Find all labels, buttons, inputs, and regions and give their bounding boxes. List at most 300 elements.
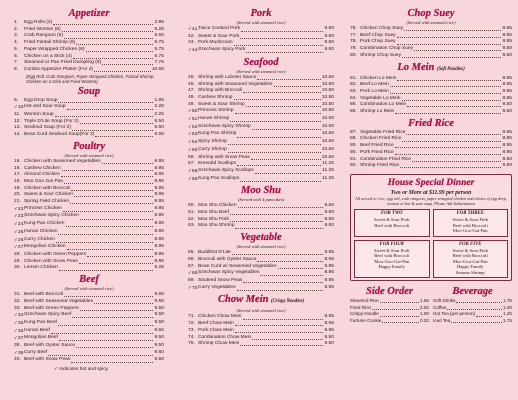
item-number (14, 265, 24, 272)
item-number (188, 139, 198, 147)
menu-item (14, 299, 164, 306)
item-price: 1.95 (154, 97, 164, 103)
item-price: 10.50 (321, 123, 334, 129)
item-name: Fortune Cookie (350, 318, 382, 324)
item-number-text: 56. (188, 154, 195, 160)
spicy-check-icon: ✓ (14, 104, 18, 110)
spicy-check-icon: ✓ (14, 349, 18, 355)
combo-item: Sesame Shrimp (455, 269, 485, 275)
house-special-title: House Special Dinner (387, 177, 475, 188)
item-name: Beef with Green Peppers (24, 305, 79, 311)
menu-item (14, 20, 164, 27)
item-price: 9.50 (324, 203, 334, 209)
item-name: Szechwan Spicy Vegetables (198, 270, 260, 276)
menu-item (350, 53, 512, 60)
item-name: Wonton Soup (24, 112, 54, 118)
item-name: Combo Appetizer Platter (For 2) (24, 66, 94, 72)
item-number (14, 299, 24, 306)
menu-item (188, 47, 334, 55)
dot-leader (390, 82, 502, 87)
legend-text: Indicates hot and spicy (59, 367, 109, 373)
item-number (350, 89, 360, 96)
item-number-text: 63. (188, 223, 195, 229)
lomein-list (350, 76, 512, 116)
dot-leader (237, 285, 324, 291)
item-name: Shrimp with Broccoli (198, 88, 243, 94)
item-number-text: 15. (14, 158, 21, 164)
item-name: Combination Lo Mein (360, 102, 407, 108)
spicy-check-icon: ✓ (188, 175, 192, 181)
item-number-text: 9. (14, 97, 19, 103)
item-price: 8.95 (154, 172, 164, 178)
mooshu-subtitle: (Served with 4 pancakes) (237, 197, 285, 203)
item-number (188, 285, 198, 293)
item-price: 9.50 (324, 26, 334, 31)
dot-leader (71, 357, 153, 362)
soup-list (14, 98, 164, 139)
menu-item (188, 95, 334, 102)
item-price: 9.50 (502, 163, 512, 169)
item-name: Pork Chow Mein (198, 327, 234, 333)
item-name: Paper Wrapped Chicken (6) (24, 46, 85, 52)
menu-item (188, 257, 334, 264)
item-price: 9.50 (154, 335, 164, 341)
dot-leader (235, 328, 324, 333)
item-number-text: 70. (191, 285, 199, 291)
item-number (188, 75, 198, 82)
menu-item (188, 341, 334, 348)
menu-item (188, 131, 334, 139)
dot-leader (80, 213, 154, 219)
item-number (14, 199, 24, 206)
menu-item (14, 60, 164, 67)
item-number-text: 87. (350, 129, 357, 135)
dot-leader (80, 119, 154, 124)
item-number (14, 221, 24, 229)
item-number-text: 37. (17, 336, 25, 342)
item-name: Curry Vegetables (198, 284, 236, 290)
item-number-text: 92. (350, 163, 357, 169)
dot-leader (94, 299, 153, 304)
spicy-check-icon: ✓ (14, 236, 18, 242)
section-title-beverage: Beverage (452, 286, 493, 298)
dot-leader (402, 96, 502, 101)
item-name: Chicken with Broccoli (24, 185, 71, 191)
dot-leader (395, 150, 502, 155)
item-name: Kung Pao Chicken (24, 221, 65, 227)
item-price: 10.50 (321, 88, 334, 94)
item-price: 8.95 (154, 199, 164, 205)
menu-item (350, 89, 512, 96)
side-beverage-wrap (350, 284, 512, 325)
item-number (188, 257, 198, 264)
item-price: 1.00 (503, 304, 512, 310)
item-name: Szechwan Spicy Scallops (198, 167, 254, 173)
item-price: 8.95 (154, 221, 164, 227)
item-price: 9.50 (324, 223, 334, 229)
item-name: Egg Drop Soup (24, 97, 58, 103)
item-number-text: 39. (17, 350, 25, 356)
item-number-text: 62. (188, 216, 195, 222)
menu-item (14, 47, 164, 54)
menu-item (14, 172, 164, 179)
vegetable-list (188, 250, 334, 292)
section-title-lomein (350, 62, 512, 75)
item-price: 9.50 (324, 33, 334, 39)
vegetable-subtitle: (Served with steamed rice) (236, 244, 286, 250)
dot-leader (240, 34, 323, 39)
menu-item (14, 357, 164, 364)
item-number (188, 328, 198, 335)
item-price: 9.50 (154, 298, 164, 304)
dot-leader (87, 252, 153, 257)
item-price: 10.50 (321, 139, 334, 145)
item-number (14, 47, 24, 54)
menu-item (188, 270, 334, 278)
dot-leader (395, 143, 502, 148)
spicy-check-icon: ✓ (188, 270, 192, 276)
item-number (188, 341, 198, 348)
item-name: Moo Shu Shrimp (198, 223, 235, 229)
item-number (14, 237, 24, 245)
item-number (188, 40, 198, 47)
item-price: 8.95 (324, 284, 334, 290)
item-number-text: 21. (14, 199, 21, 205)
item-name: Hot Tea (per person) (433, 311, 476, 317)
item-price: 9.50 (154, 292, 164, 298)
house-special-price: Two or More at $11.99 per person (390, 189, 472, 196)
item-number (188, 147, 198, 155)
dot-leader (447, 305, 502, 310)
item-number-text: 86. (350, 109, 357, 115)
dot-leader (235, 223, 323, 228)
section-title-mooshu: Moo Shu (241, 185, 281, 197)
dot-leader (414, 46, 501, 51)
item-name: Pork Chop Suey (360, 39, 396, 45)
item-price: 8.95 (154, 165, 164, 171)
item-price: 10.50 (321, 116, 334, 122)
dot-leader (232, 250, 324, 255)
item-number-text: 59. (191, 176, 199, 182)
beverage-list (433, 298, 512, 325)
item-price: 5.75 (154, 53, 164, 59)
item-price: 9.50 (502, 156, 512, 162)
menu-item (188, 223, 334, 230)
combo-item: Moo-Goo-Gai-Pan (374, 258, 410, 264)
dot-leader (53, 20, 153, 25)
item-price: 9.50 (154, 349, 164, 355)
menu-item (188, 321, 334, 328)
dot-leader (243, 314, 324, 319)
item-price: 9.50 (502, 102, 512, 108)
chopsuey-subtitle: (Served with steamed rice) (406, 20, 456, 25)
spicy-check-icon: ✓ (188, 167, 192, 173)
item-price: 9.50 (324, 334, 334, 340)
spicy-check-icon: ✓ (188, 116, 192, 122)
menu-item (350, 26, 512, 33)
item-price: 10.50 (321, 154, 334, 160)
menu-item (188, 161, 334, 168)
item-name: Chicken Chow Mein (198, 314, 242, 320)
spicy-check-icon: ✓ (14, 228, 18, 234)
dot-leader (252, 124, 321, 130)
dot-leader (64, 292, 154, 297)
item-price: 8.95 (154, 205, 164, 211)
menu-item (350, 82, 512, 89)
dot-leader (59, 265, 153, 270)
section-title-appetizer: Appetizer (68, 8, 110, 19)
section-title-sideorder: Side Order (366, 286, 413, 298)
item-number-text: 38. (14, 343, 21, 349)
item-price: 8.95 (154, 185, 164, 191)
side-order-section (350, 284, 429, 325)
section-title-friedrice: Fried Rice (408, 117, 454, 129)
dot-leader (476, 311, 502, 316)
dot-leader (72, 125, 153, 130)
dot-leader (74, 192, 154, 197)
chowmein-subtitle: (Served with steamed rice) (236, 308, 286, 314)
item-name: Hunan Chicken (24, 228, 58, 234)
chowmein-list (188, 314, 334, 348)
dot-leader (402, 53, 501, 58)
menu-item (14, 40, 164, 47)
item-number (14, 229, 24, 237)
dot-leader (382, 318, 419, 323)
item-price: 1.00 (420, 311, 429, 317)
item-number-text: 46. (188, 81, 195, 87)
item-name: Steamed Rice (350, 298, 379, 304)
dot-leader (48, 350, 153, 356)
dot-leader (252, 335, 323, 340)
menu-item (14, 132, 164, 139)
item-number-text: 50. (191, 109, 199, 115)
item-name: Vegetable Lo Mein (360, 95, 401, 101)
menu-item (188, 285, 334, 293)
dot-leader (64, 179, 153, 184)
menu-item (14, 159, 164, 166)
item-number (14, 328, 24, 336)
combo-for-four (354, 240, 430, 278)
menu-item (188, 88, 334, 95)
item-price: 9.50 (502, 109, 512, 115)
dot-leader (380, 298, 419, 303)
item-price: 10.50 (321, 146, 334, 152)
dot-leader (230, 217, 323, 222)
item-number (188, 176, 198, 184)
item-number-text: 10. (17, 105, 25, 111)
combo-heading: FOR TWO (380, 210, 403, 216)
dot-leader (51, 328, 154, 334)
item-name: Triple D'Lite Soup (For 2) (24, 118, 79, 124)
item-number (14, 335, 24, 343)
item-number (14, 306, 24, 313)
item-number-text: 22. (17, 206, 25, 212)
item-name: Pork Mushroom (198, 40, 233, 46)
item-name: Egg Rolls (2) (24, 20, 53, 25)
dot-leader (62, 166, 154, 171)
item-number-text: 75. (188, 341, 195, 347)
item-name: Chicken Fried Rice (360, 136, 402, 142)
dot-leader (79, 259, 154, 264)
menu-column-middle (188, 6, 334, 348)
menu-item (14, 229, 164, 237)
item-price: 8.95 (154, 158, 164, 164)
menu-item (188, 210, 334, 217)
menu-item (14, 244, 164, 252)
item-number (188, 168, 198, 176)
item-price: 8.95 (324, 263, 334, 269)
item-number (188, 321, 198, 328)
item-price: 9.50 (324, 210, 334, 216)
dot-leader (397, 76, 501, 81)
item-name: Seafood Soup (For 2) (24, 125, 72, 131)
item-number (14, 252, 24, 259)
menu-column-right (350, 6, 512, 325)
spicy-check-icon: ✓ (188, 123, 192, 129)
item-number (188, 250, 198, 257)
dot-leader (230, 210, 323, 215)
item-name: Hot and Sour Soup (24, 104, 66, 110)
item-price: 9.50 (502, 46, 512, 52)
item-number-text: 73. (188, 327, 195, 333)
menu-item (14, 265, 164, 272)
item-number-text: 43. (188, 40, 195, 46)
item-number-text: 14. (14, 132, 21, 138)
item-number-text: 81. (350, 75, 357, 81)
spicy-check-icon: ✓ (14, 213, 18, 219)
item-name: Twice Cooked Pork (198, 26, 241, 31)
combo-item: Moo-Goo-Gai-Pan (452, 258, 488, 264)
item-number-text: 32. (14, 298, 21, 304)
item-number (188, 264, 198, 271)
dot-leader (102, 159, 154, 164)
dot-leader (390, 89, 502, 94)
item-number (188, 102, 198, 109)
dot-leader (86, 47, 154, 52)
combo-for-three (433, 209, 509, 237)
combo-item: Sweet & Sour Pork (452, 217, 489, 223)
item-number-text: 84. (350, 95, 357, 101)
item-number-text: 17. (14, 172, 21, 178)
item-price: 10.50 (321, 74, 334, 80)
dot-leader (451, 318, 502, 323)
item-name: Steamed or Pan Fried Dumpling (8) (24, 60, 102, 66)
item-number-text: 13. (14, 125, 21, 131)
dot-leader (456, 298, 502, 303)
item-price: 8.95 (154, 213, 164, 219)
spicy-legend (14, 366, 164, 372)
house-special-desc: All served w/ rice, egg roll, crab rangoon, paper-wrapped chicken and choice of egg drop, wonton or hot & sour soup. Please Ask Substitutions (355, 195, 507, 206)
dot-leader (228, 139, 321, 145)
dot-leader (246, 47, 323, 53)
section-title-beef: Beef (79, 274, 99, 286)
item-name: Szechwan Spicy Shrimp (198, 123, 251, 129)
item-name: Combination Chow Mein (198, 334, 252, 340)
item-number (350, 53, 360, 60)
dot-leader (58, 229, 153, 235)
item-price: 6.50 (154, 125, 164, 131)
item-number-text: 83. (350, 88, 357, 94)
dot-leader (255, 168, 321, 174)
menu-item (14, 252, 164, 259)
dot-leader (64, 33, 153, 38)
item-name: Cashew Shrimp (198, 94, 233, 100)
dot-leader (234, 95, 321, 100)
combo-grid (354, 209, 508, 278)
item-name: Curry Chicken (24, 236, 55, 242)
menu-column-left (14, 6, 164, 372)
item-name: Moo Shu Pork (198, 216, 229, 222)
item-number (350, 143, 360, 150)
item-price: 11.25 (322, 161, 334, 167)
spicy-check-icon: ✓ (188, 26, 192, 31)
item-number-text: 76. (350, 26, 357, 31)
item-number-text: 61. (188, 210, 195, 216)
item-price: 8.95 (154, 258, 164, 264)
item-number (14, 343, 24, 350)
item-price: 10.50 (151, 66, 164, 72)
item-price: 10.50 (321, 131, 334, 137)
item-name: Szechwan Spicy Chicken (24, 213, 79, 219)
item-name: Bean Curd w/ Seasoned Vegetables (198, 263, 277, 269)
dot-leader (243, 88, 320, 93)
combo-heading: FOR FIVE (458, 241, 482, 247)
item-price: 8.95 (324, 256, 334, 262)
item-price: 6.50 (154, 118, 164, 124)
item-name: Vegetable Fried Rice (360, 129, 406, 135)
menu-item (188, 75, 334, 82)
item-number-text: 44. (191, 48, 199, 54)
dot-leader (67, 104, 154, 110)
item-number-text: 80. (350, 52, 357, 58)
item-price: 10.50 (321, 94, 334, 100)
dot-leader (372, 305, 419, 310)
item-price: 9.50 (154, 327, 164, 333)
item-name: Moo Shu Beef (198, 210, 229, 216)
combo-item: Happy Family (457, 264, 484, 270)
dot-leader (235, 108, 321, 114)
dot-leader (67, 244, 154, 250)
item-number (350, 26, 360, 33)
item-price: 2.95 (154, 20, 164, 25)
item-price: 8.95 (502, 75, 512, 81)
appetizer-list (14, 20, 164, 74)
item-number-text: 31. (14, 292, 21, 298)
menu-item (350, 46, 512, 53)
item-number-text: 85. (350, 102, 357, 108)
item-number-text: 33. (14, 305, 21, 311)
item-number-text: 2. (14, 26, 19, 32)
dot-leader (407, 102, 501, 107)
item-price: 8.95 (154, 244, 164, 250)
item-name: Kung Pao Scallops (198, 175, 240, 181)
dot-leader (237, 161, 321, 166)
item-price: 1.50 (420, 298, 429, 304)
item-number (188, 223, 198, 230)
dot-leader (240, 341, 323, 346)
item-name: Sauteed Snow Peas (198, 277, 243, 283)
item-price: 9.50 (154, 357, 164, 363)
item-price: 7.75 (154, 60, 164, 66)
item-name: Bean Curd Seafood Soup(For 2) (24, 132, 95, 138)
item-name: Iced Tea (433, 318, 451, 324)
item-number-text: 29. (14, 258, 21, 264)
item-price: 9.25 (154, 265, 164, 271)
mooshu-list (188, 203, 334, 230)
item-name: Sweet & Sour Pork (198, 33, 240, 39)
item-name: Almond Chicken (24, 172, 60, 178)
item-price: 9.50 (324, 47, 334, 53)
